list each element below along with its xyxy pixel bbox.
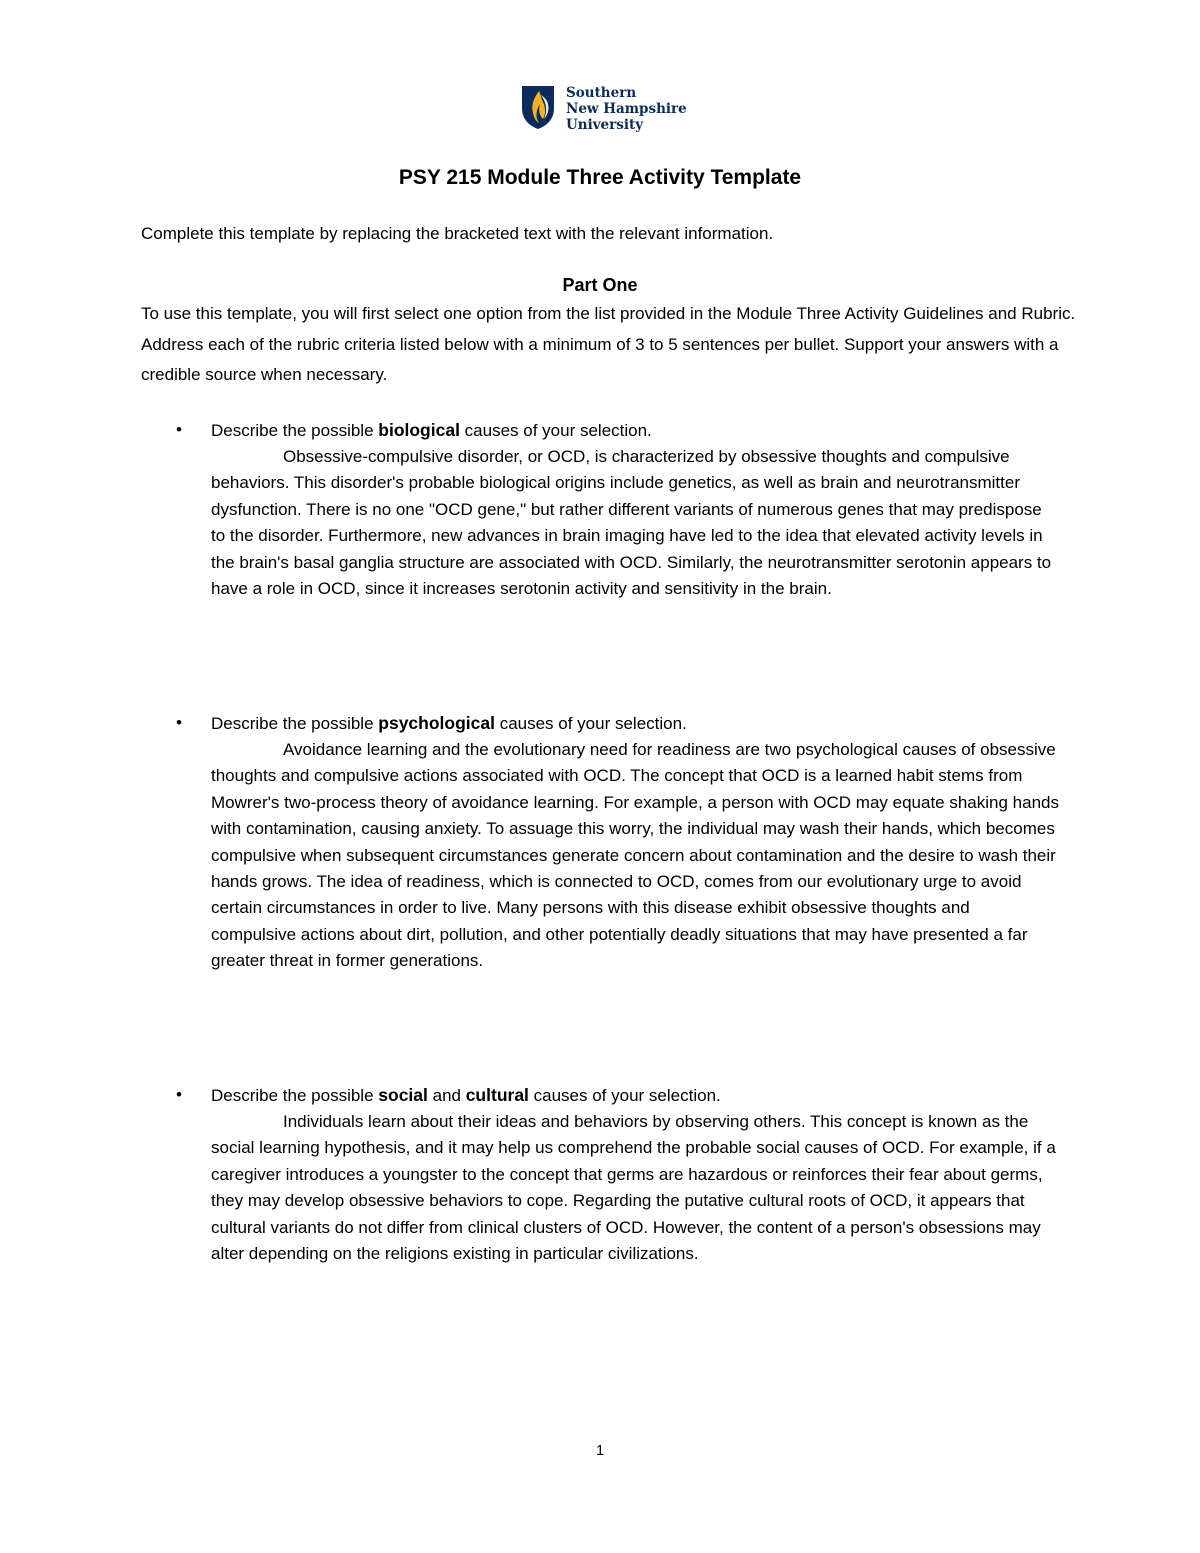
bullet-social-cultural [141,1082,1061,1267]
intro-text: Complete this template by replacing the bracketed text with the relevant information. [141,224,774,243]
bullet-prompt [141,1082,1061,1109]
document-title: PSY 215 Module Three Activity Template [398,166,802,189]
part-one-description: To use this template, you will first select one option from the list provided in the Module Three Activity Guidelines and Rubric. Address each of the rubric criteria listed below with a minimum of 3 to 5 sentences per bullet. Support your answers with a credible source when necessary. [141,304,1076,384]
prompt-prefix: Describe the possible [211,1086,379,1105]
bullet-marker: • [176,713,182,732]
logo-line-2: New Hampshire [566,101,687,117]
answer-text: Individuals learn about their ideas and behaviors by observing others. This concept is known as the social learning hypothesis, and it may help us comprehend the probable social causes of OCD. For example, if a caregiver introduces a youngster to the concept that germs are hazardous or reinforces their fear about germs, they may develop obsessive behaviors to cope. Regarding the putative cultural roots of OCD, it appears that cultural variants do not differ from clinical clusters of OCD. However, the content of a person's obsessions may alter depending on the religions existing in particular civilizations. [211,1112,1056,1264]
prompt-middle: and [427,1086,466,1105]
bullet-biological [141,417,1061,602]
prompt-suffix: causes of your selection. [494,714,687,733]
logo-wordmark [566,85,687,133]
university-logo [520,84,687,133]
page-number: 1 [595,1442,605,1459]
logo-line-1: Southern [566,85,637,101]
flame-shield-icon [520,84,556,130]
prompt-prefix: Describe the possible [211,714,379,733]
logo-line-3: University [566,117,644,133]
bullet-marker: • [176,1085,182,1104]
bullet-marker: • [176,420,182,439]
answer-text: Obsessive-compulsive disorder, or OCD, is characterized by obsessive thoughts and compulsive behaviors. This disorder's probable biological origins include genetics, as well as brain and neurotransmitter dysfunction. There is no one "OCD gene," but rather different variants of numerous genes that may predispose to the disorder. Furthermore, new advances in brain imaging have led to the idea that elevated activity levels in the brain's basal ganglia structure are associated with OCD. Similarly, the neurotransmitter serotonin appears to have a role in OCD, since it increases serotonin activity and sensitivity in the brain. [211,447,1052,599]
prompt-prefix: Describe the possible [211,421,379,440]
prompt-keyword: social [378,1085,428,1105]
part-one-heading: Part One [562,275,638,295]
answer-text: Avoidance learning and the evolutionary need for readiness are two psychological causes of obsessive thoughts and compulsive actions associated with OCD. The concept that OCD is a learned habit stems from Mowrer's two-process theory of avoidance learning. For example, a person with OCD may equate shaking hands with contamination, causing anxiety. To assuage this worry, the individual may wash their hands, which becomes compulsive when subsequent circumstances generate concern about contamination and the desire to wash their hands grows. The idea of readiness, which is connected to OCD, comes from our evolutionary urge to avoid certain circumstances in order to live. Many persons with this disease exhibit obsessive thoughts and compulsive actions about dirt, pollution, and other potentially deadly situations that may have presented a far greater threat in former generations. [211,740,1059,971]
prompt-keyword-2: cultural [465,1085,529,1105]
prompt-suffix: causes of your selection. [459,421,652,440]
prompt-keyword: biological [378,420,460,440]
prompt-suffix: causes of your selection. [528,1086,721,1105]
bullet-prompt [141,417,1061,444]
prompt-keyword: psychological [378,713,495,733]
bullet-psychological [141,710,1061,975]
bullet-prompt [141,710,1061,737]
